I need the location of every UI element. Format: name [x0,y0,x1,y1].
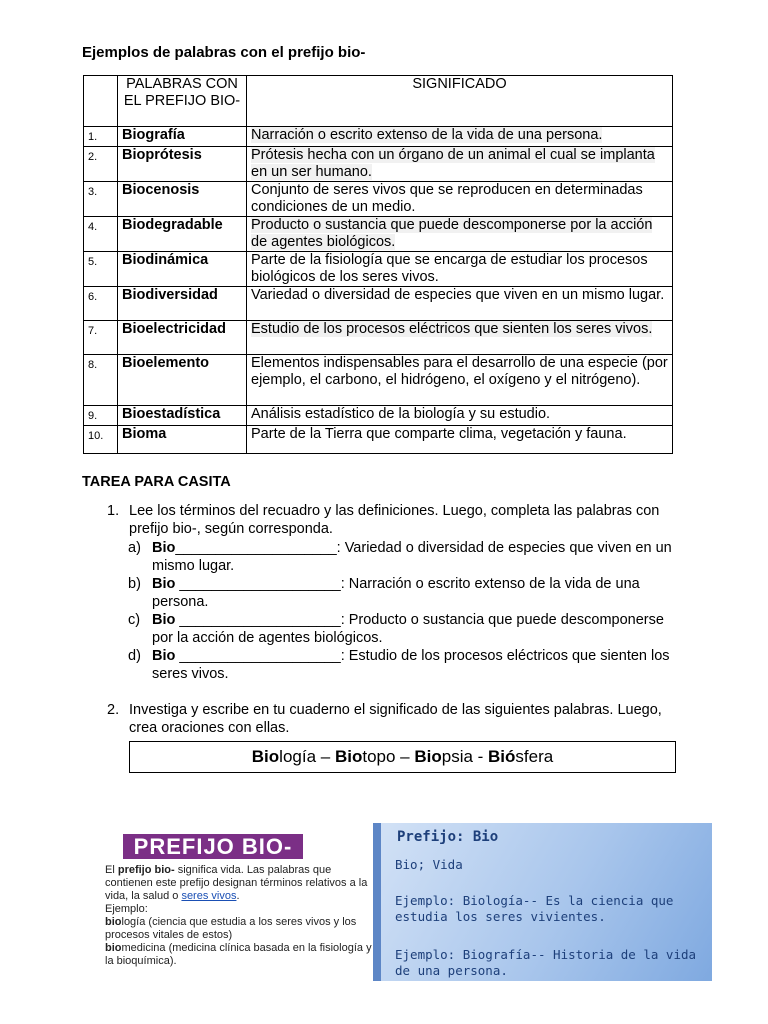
row-meaning [247,406,673,426]
prefix-explanation [105,864,373,968]
row-meaning-text: Estudio de los procesos eléctricos que sienten los seres vivos. [251,321,653,337]
explanation-end: . [236,890,240,902]
question-1 [107,502,674,538]
item-letter: c) [128,612,141,628]
table-row [84,127,673,147]
row-meaning-text: Parte de la fisiología que se encarga de estudiar los procesos biológicos de los seres vivos. [251,252,648,285]
question-1-text: Lee los términos del recuadro y las definiciones. Luego, completa las palabras con prefijo bio-, según corresponda. [129,503,660,537]
completion-item [128,575,674,611]
word-separator: – [316,747,335,766]
research-words-box [129,741,676,773]
table-row [84,406,673,426]
item-blank[interactable]: ____________________ [175,648,341,664]
row-word: Biocenosis [118,182,247,217]
slide-title: Prefijo: Bio [397,829,499,845]
word-rest: logía [279,747,317,766]
row-meaning [247,321,673,355]
row-meaning-text: Elementos indispensables para el desarrollo de una especie (por ejemplo, el carbono, el hidrógeno, el oxígeno y el nitrógeno). [251,355,668,388]
question-2-number: 2. [107,702,120,718]
row-word: Biografía [118,127,247,147]
row-meaning [247,355,673,406]
word-rest: psia [441,747,473,766]
row-meaning [247,127,673,147]
row-number: 5. [84,252,118,287]
homework-heading: TAREA PARA CASITA [82,474,231,490]
word-prefix: Bio [334,747,363,766]
table-row [84,252,673,287]
item-prefix: Bio [152,612,176,628]
word-prefix: Bio [251,747,280,766]
item-definition: : Estudio de los procesos eléctricos que sienten los seres vivos. [152,648,670,682]
document-title: Ejemplos de palabras con el prefijo bio- [82,44,366,61]
item-blank[interactable]: ____________________ [175,540,337,556]
row-meaning-text: Producto o sustancia que puede descomponerse por la acción de agentes biológicos. [251,217,653,250]
row-meaning-text: Parte de la Tierra que comparte clima, vegetación y fauna. [251,426,627,442]
item-blank[interactable]: ____________________ [175,576,341,592]
row-number: 7. [84,321,118,355]
table-row [84,426,673,454]
row-meaning [247,182,673,217]
completion-item [128,611,674,647]
question-2 [107,701,674,737]
row-number: 6. [84,287,118,321]
row-number: 2. [84,147,118,182]
header-words: PALABRAS CON EL PREFIJO BIO- [118,76,247,127]
prefix-words-table [83,75,673,454]
prefix-info-image-left [89,823,373,981]
header-num-cell [84,76,118,127]
completion-item [128,647,674,683]
item-letter: a) [128,540,141,556]
item-definition: : Narración o escrito extenso de la vida de una persona. [152,576,640,610]
row-word: Bioelectricidad [118,321,247,355]
word-separator: – [395,747,415,766]
word-prefix: Bió [488,747,516,766]
explanation-pre: El [105,864,118,876]
question-1-number: 1. [107,503,120,519]
item-letter: d) [128,648,141,664]
item-prefix: Bio [152,576,176,592]
row-number: 10. [84,426,118,454]
row-meaning [247,426,673,454]
row-word: Biodiversidad [118,287,247,321]
row-meaning-text: Conjunto de seres vivos que se reproducen en determinadas condiciones de un medio. [251,182,643,215]
item-definition: : Producto o sustancia que puede descomponerse por la acción de agentes biológicos. [152,612,664,646]
explanation-bold: prefijo bio- [117,864,175,876]
explanation-post: significa vida. Las palabras que contienen este prefijo designan términos relativos a la vida, la salud o [105,864,368,902]
seres-vivos-link[interactable]: seres vivos [181,890,237,902]
row-word: Biodegradable [118,217,247,252]
row-meaning [247,147,673,182]
row-word: Bioestadística [118,406,247,426]
row-word: Bioelemento [118,355,247,406]
table-row [84,287,673,321]
row-meaning-text: Análisis estadístico de la biología y su estudio. [251,406,551,422]
item-blank[interactable]: ____________________ [175,612,341,628]
slide-line-1: Bio; Vida [395,857,463,872]
prefix-banner: PREFIJO BIO- [123,834,303,859]
table-header-row [84,76,673,127]
example-1-text: logía (ciencia que estudia a los seres vivos y los procesos vitales de estos) [105,916,357,941]
row-word: Biodinámica [118,252,247,287]
header-meaning: SIGNIFICADO [247,76,673,127]
example-label: Ejemplo: [105,903,148,915]
example-1-bold: bio [105,916,122,928]
row-meaning [247,252,673,287]
table-row [84,217,673,252]
table-row [84,147,673,182]
example-2-bold: bio [105,942,122,954]
row-meaning-text: Variedad o diversidad de especies que viven en un mismo lugar. [251,287,665,303]
row-word: Bioprótesis [118,147,247,182]
slide-line-3: Ejemplo: Biografía-- Historia de la vida de una persona. [395,947,697,978]
table-row [84,321,673,355]
item-prefix: Bio [152,540,176,556]
word-separator: - [472,747,489,766]
item-prefix: Bio [152,648,176,664]
row-meaning-text: Prótesis hecha con un órgano de un animal el cual se implanta en un ser humano. [251,147,655,180]
completion-item [128,539,674,575]
slide-line-2: Ejemplo: Biología-- Es la ciencia que estudia los seres vivientes. [395,893,674,924]
example-2-text: medicina (medicina clínica basada en la fisiología y la bioquímica). [105,942,372,967]
word-rest: sfera [515,747,554,766]
row-number: 1. [84,127,118,147]
row-meaning-text: Narración o escrito extenso de la vida de una persona. [251,127,603,143]
row-number: 8. [84,355,118,406]
prefix-info-image-right [373,823,712,981]
row-meaning [247,287,673,321]
word-rest: topo [362,747,396,766]
table-row [84,182,673,217]
row-word: Bioma [118,426,247,454]
row-number: 4. [84,217,118,252]
item-definition: : Variedad o diversidad de especies que viven en un mismo lugar. [152,540,672,574]
word-prefix: Bio [414,747,442,766]
table-row [84,355,673,406]
question-2-text: Investiga y escribe en tu cuaderno el significado de las siguientes palabras. Luego, crea oraciones con ellas. [129,702,662,736]
item-letter: b) [128,576,141,592]
row-number: 9. [84,406,118,426]
row-meaning [247,217,673,252]
row-number: 3. [84,182,118,217]
